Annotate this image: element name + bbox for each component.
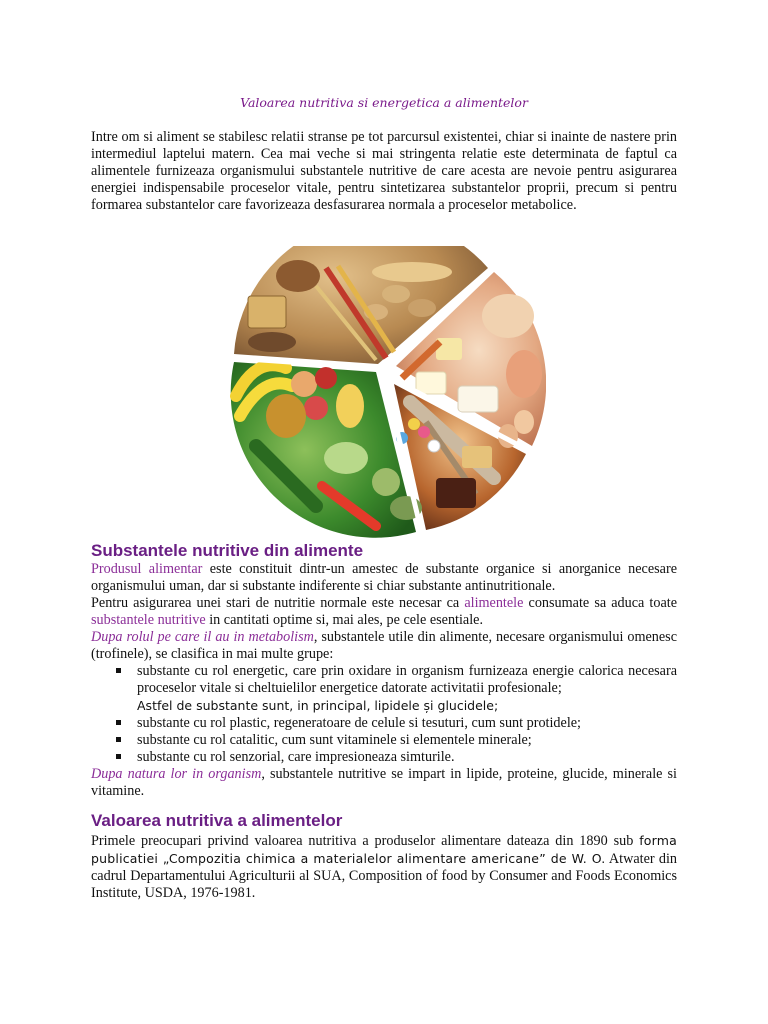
list-item-text: substante cu rol energetic, care prin oxidare in organism furnizeaza energie calorica necesara proceselor vitale si cheltuielilor energetice datorate activitatii profesionale;	[137, 663, 677, 696]
paragraph-asigurare	[91, 595, 677, 629]
list-item-text: substante cu rol plastic, regeneratoare de celule si tesuturi, cum sunt protidele;	[137, 715, 581, 731]
paragraph-produsul	[91, 561, 677, 595]
paragraph-preocupari	[91, 832, 677, 902]
section-heading-valoarea: Valoarea nutritiva a alimentelor	[91, 811, 343, 830]
paragraph-text: , substantele nutritive se impart in lipide, proteine, glucide, minerale si vitamine.	[91, 766, 677, 799]
list-item-text: Astfel de substante sunt, in principal, lipidele și glucidele;	[137, 698, 499, 713]
section-nutrients-body	[91, 561, 677, 800]
emphasis-rol-metabolism: Dupa rolul pe care il au in metabolism	[91, 629, 314, 645]
classification-list	[91, 663, 677, 766]
paragraph-text: in cantitati optime si, mai ales, pe cele esentiale.	[205, 612, 484, 628]
link-substantele-nutritive[interactable]: substantele nutritive	[91, 612, 206, 628]
paragraph-text: consumate sa aduca toate	[523, 595, 678, 611]
list-item-text: substante cu rol senzorial, care impresioneaza simturile.	[137, 749, 455, 765]
food-pie-illustration	[226, 246, 546, 538]
bullet-icon	[116, 754, 121, 759]
paragraph-text: , substantele utile din alimente, necesare organismului omenesc (trofinele), se clasifica in mai multe grupe:	[91, 629, 677, 662]
intro-paragraph: Intre om si aliment se stabilesc relatii stranse pe tot parcursul existentei, chiar si inainte de nastere prin intermediul laptelui matern. Cea mai veche si mai stringenta relatie este determinata de faptul ca alimentele furnizeaza organismului substantele nutritive de care acesta are nevoie pentru asigurarea energiei indispensabile proceselor vitale, pentru sintetizarea substantelor proprii, precum si pentru formarea substantelor care favorizeaza desfasurarea normala a proceselor metabolice.	[91, 129, 677, 213]
paragraph-text: este constituit dintr-un amestec de substante organice si anorganice necesare organismului uman, dar si substante indiferente si chiar substante antinutritionale.	[91, 561, 677, 594]
list-item	[91, 715, 677, 732]
section-valoarea-body	[91, 832, 677, 902]
list-item	[91, 749, 677, 766]
bullet-icon	[116, 720, 121, 725]
list-item	[91, 732, 677, 749]
paragraph-text: forma publicatiei „Compozitia chimica a materialelor alimentare americane” de W. O.	[91, 833, 677, 866]
paragraph-text: Pentru asigurarea unei stari de nutritie normale este necesar ca	[91, 595, 465, 611]
paragraph-natura	[91, 766, 677, 800]
section-heading-nutrients: Substantele nutritive din alimente	[91, 541, 364, 560]
document-title: Valoarea nutritiva si energetica a alimentelor	[240, 95, 528, 110]
bullet-icon	[116, 668, 121, 673]
emphasis-natura: Dupa natura lor in organism	[91, 766, 262, 782]
paragraph-rol-metabolism	[91, 629, 677, 663]
link-alimentele[interactable]: alimentele	[464, 595, 524, 611]
bullet-icon	[116, 737, 121, 742]
link-produsul-alimentar[interactable]: Produsul alimentar	[91, 561, 203, 577]
paragraph-text: Primele preocupari privind valoarea nutritiva a produselor alimentare dateaza din 1890 sub	[91, 833, 640, 849]
paragraph-text: Atwater din cadrul Departamentului Agriculturii al SUA, Composition of food by Consumer and Foods Economics Institute, USDA, 1976-1981.	[91, 851, 677, 901]
list-item-text: substante cu rol catalitic, cum sunt vitaminele si elementele minerale;	[137, 732, 532, 748]
list-item	[91, 663, 677, 715]
